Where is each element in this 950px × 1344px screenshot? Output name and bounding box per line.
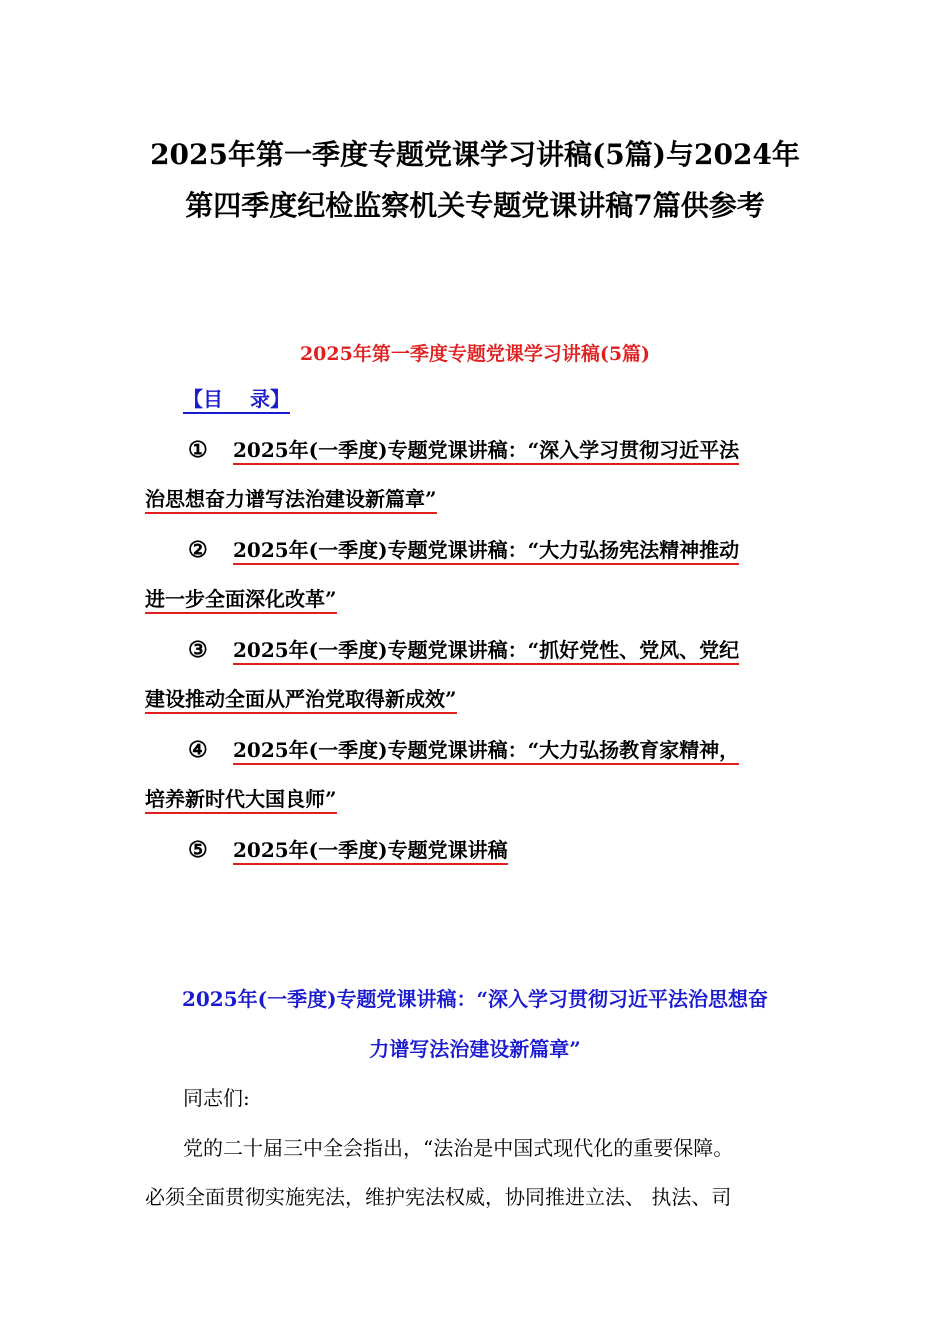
toc-item-4-link-line2[interactable]: 培养新时代大国良师” bbox=[145, 787, 337, 814]
toc-item-2[interactable] bbox=[233, 537, 739, 563]
document-title-line-2: 第四季度纪检监察机关专题党课讲稿7篇供参考 bbox=[185, 189, 765, 222]
toc-item-3-link-line2[interactable]: 建设推动全面从严治党取得新成效” bbox=[145, 687, 457, 714]
section-title: 2025年第一季度专题党课学习讲稿(5篇) bbox=[299, 343, 651, 365]
toc-item-2-link-line2[interactable]: 进一步全面深化改革” bbox=[145, 587, 337, 614]
body-paragraph-1-line-2: 必须全面贯彻实施宪法，维护宪法权威，协同推进立法、 执法、司 bbox=[145, 1185, 732, 1209]
toc-item-1[interactable] bbox=[233, 437, 739, 463]
toc-item-2-link-line1[interactable]: 2025年(一季度)专题党课讲稿：“大力弘扬宪法精神推动 bbox=[233, 538, 739, 565]
toc-item-1-cont[interactable] bbox=[145, 486, 437, 512]
toc-item-4-link-line1[interactable]: 2025年(一季度)专题党课讲稿：“大力弘扬教育家精神， bbox=[233, 738, 739, 765]
toc-item-4-cont[interactable] bbox=[145, 786, 337, 812]
toc-item-3[interactable] bbox=[233, 637, 739, 663]
article-title-line-1: 2025年(一季度)专题党课讲稿：“深入学习贯彻习近平法治思想奋 bbox=[181, 987, 769, 1011]
toc-item-5-link-line1[interactable]: 2025年(一季度)专题党课讲稿 bbox=[233, 838, 508, 865]
article-title-line-2: 力谱写法治建设新篇章” bbox=[369, 1037, 581, 1061]
toc-item-2-cont[interactable] bbox=[145, 586, 337, 612]
toc-item-1-link-line1[interactable]: 2025年(一季度)专题党课讲稿：“深入学习贯彻习近平法 bbox=[233, 438, 739, 465]
salutation: 同志们: bbox=[183, 1086, 250, 1110]
toc-item-2-number: ② bbox=[188, 537, 208, 563]
document-title-line-1: 2025年第一季度专题党课学习讲稿(5篇)与2024年 bbox=[150, 138, 800, 171]
body-paragraph-1-line-1: 党的二十届三中全会指出，“法治是中国式现代化的重要保障。 bbox=[183, 1136, 734, 1160]
toc-item-3-link-line1[interactable]: 2025年(一季度)专题党课讲稿：“抓好党性、党风、党纪 bbox=[233, 638, 739, 665]
toc-item-1-link-line2[interactable]: 治思想奋力谱写法治建设新篇章” bbox=[145, 487, 437, 514]
toc-item-4[interactable] bbox=[233, 737, 739, 763]
toc-item-5[interactable] bbox=[233, 837, 508, 863]
toc-item-3-cont[interactable] bbox=[145, 686, 457, 712]
toc-heading[interactable]: 【目 录】 bbox=[183, 387, 290, 414]
toc-item-5-number: ⑤ bbox=[188, 837, 208, 863]
toc-item-4-number: ④ bbox=[188, 737, 208, 763]
toc-item-3-number: ③ bbox=[188, 637, 208, 663]
toc-item-1-number: ① bbox=[188, 437, 208, 463]
